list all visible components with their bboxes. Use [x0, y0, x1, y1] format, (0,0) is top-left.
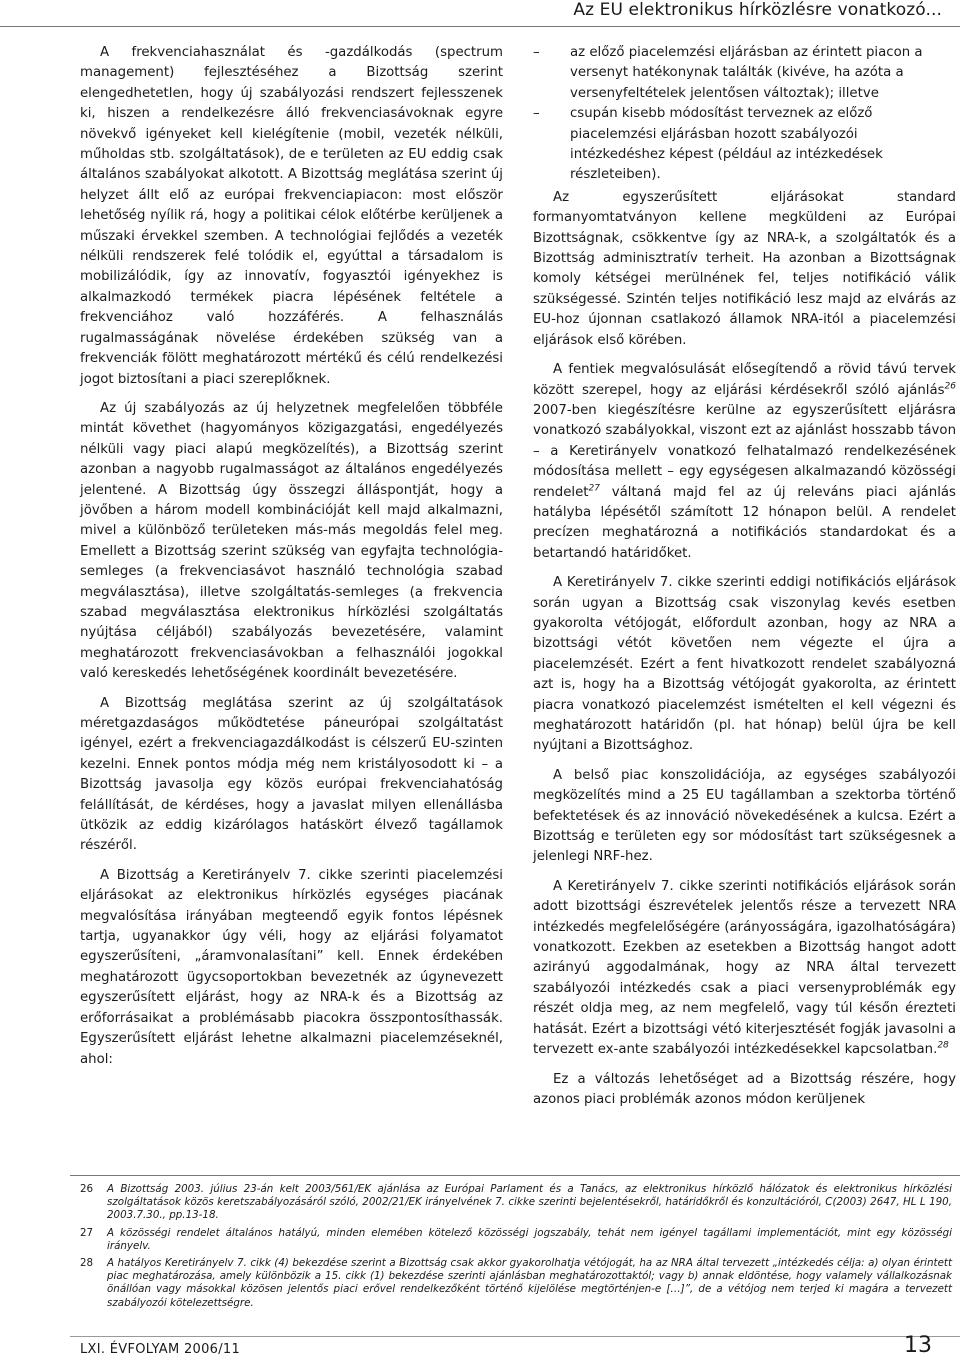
paragraph-text: A Keretirányelv 7. cikke szerinti notifikációs eljárások során adott bizottsági észrevételek jelentős része a tervezett NRA intézkedés megfelelőségére (arányosságára, igazolhatóságára) vonatkozott. Ezekben az esetekben a Bizottság hangot adott azirányú aggodalmának, hogy az NRA által tervezett szabályozói intézkedés csak a piaci versenyproblémák egy részét oldja meg, az nem megfelelő, vagy túl későn érezteti hatását. Ezért a bizottsági vétó kiterjesztését fogják javasolni a tervezett ex-ante szabályozói intézkedésekkel kapcsolatban.	[533, 878, 956, 1058]
footnote-text: A hatályos Keretirányelv 7. cikk (4) bekezdése szerint a Bizottság csak akkor gyakorolhatja vétójogát, ha az NRA által tervezett „intézkedés célja: a) olyan érintett piac meghatározása, amely különbözik a 15. cikk (1) bekezdése szerinti ajánlásban meghatározottaktól; vagy b) annak eldöntése, hogy valamely vállalkozásnak önállóan vagy másokkal közösen jelentős piaci erővel rendelkezőként történő kijelölése megtörténjen-e […]”, de a vétójog nem terjed ki magára a tervezett szabályozói kötelezettségre.	[107, 1257, 952, 1309]
footer-rule	[70, 1336, 960, 1337]
volume-label: LXI. ÉVFOLYAM 2006/11	[80, 1342, 241, 1357]
list-item-text: csupán kisebb módosítást terveznek az előző piacelemzési eljárásban hozott szabályozói intézkedéshez képest (például az intézkedések részleteiben).	[570, 106, 883, 183]
list-dash: –	[533, 45, 540, 60]
footnote-number: 28	[80, 1257, 94, 1270]
paragraph: A frekvenciahasználat és -gazdálkodás (spectrum management) fejlesztéséhez a Bizottság szerint elengedhetetlen, hogy új szabályozási rendszert fejlesszenek ki, hiszen a rendelkezésre álló frekvenciasávoknak egyre növekvő igényeket kell kielégítenie (mobil, vezeték nélküli, műholdas stb. szolgáltatások), de e területen az EU eddig csak általános szabályokat alkotott. A Bizottság meglátása szerint új helyzet állt elő az európai frekvenciapiacon: most először lehetőség nyílik rá, hogy a politikai célok előtérbe kerüljenek a műszaki érvekkel szemben. A technológiai fejlődés a vezeték nélküli rendszerek felé tolódik el, egyúttal a társadalom is mobilizálódik, így az innovatív, fogyasztói igényekhez is alkalmazkodó termékek piacra lépésének feltétele a frekvenciához való hozzáférés. A felhasználás rugalmasságának növelése érdekében szükség van a frekvenciák fölött meghatározott mértékű és célú rendelkezési jogot biztosítani a piaci szereplőknek.	[80, 45, 503, 387]
list-item	[533, 43, 956, 104]
paragraph: A Bizottság a Keretirányelv 7. cikke szerinti piacelemzési eljárásokat az elektronikus hírközlés egységes piacának megvalósítása irányában megteendő egyik fontos lépésnek tartja, ugyanakkor úgy véli, hogy az eljárási folyamatot egyszerűsíteni, „áramvonalasítani” kell. Ennek érdekében meghatározott ügycsoportokban bevezetnék az úgynevezett egyszerűsített eljárást, hogy az NRA-k és a Bizottság az erőforrásaikat a problémásabb piacokra összpontosíthassák. Egyszerűsített eljárást lehetne alkalmazni piacelemzéseknél, ahol:	[80, 867, 503, 1067]
right-column	[533, 43, 956, 1110]
footnote-ref: 28	[937, 1040, 949, 1051]
footnote-ref: 26	[944, 381, 956, 392]
footnote-text: A Bizottság 2003. július 23-án kelt 2003/561/EK ajánlása az Európai Parlament és a Tanács, az elektronikus hírközlő hálózatok és elektronikus hírközlési szolgáltatások közös keretszabályozásáról szóló, 2002/21/EK irányelvének 7. cikke szerinti bejelentésekről, határidőkről és konzultációról, C(2003) 2647, HL L 190, 2003.7.30., pp.13-18.	[107, 1183, 952, 1222]
footnote-text: A közösségi rendelet általános hatályú, minden elemében kötelező közösségi jogszabály, tehát nem igényel tagállami implementációt, mint egy közösségi irányelv.	[107, 1226, 952, 1252]
list-item-text: az előző piacelemzési eljárásban az érintett piacon a versenyt hatékonynak találták (kivéve, ha azóta a versenyfeltételek jelentősen változtak); illetve	[570, 45, 923, 101]
footnote-rule	[70, 1175, 960, 1176]
list-item	[533, 104, 956, 186]
footnote-number: 26	[80, 1183, 94, 1195]
paragraph: A belső piac konszolidációja, az egységes szabályozói megközelítés mind a 25 EU tagállamban a szektorba történő befektetések és az innováció növekedésének a kulcsa. Ezért a Bizottság e területen egy sor módosítást tart szükségesnek a jelenlegi NRF-hez.	[533, 767, 956, 865]
footnote	[80, 1227, 952, 1253]
footnote-number: 27	[80, 1226, 94, 1239]
paragraph: Az egyszerűsített eljárásokat standard formanyomtatványon kellene megküldeni az Európai Bizottságnak, csökkentve így az NRA-k, a szolgáltatók és a Bizottság adminisztratív terheit. Ha azonban a Bizottságnak komoly kétségei merülnének fel, teljes notifikáció válik szükségessé. Szintén teljes notifikáció lesz majd az elvárás az EU-hoz újonnan csatlakozó államok NRA-itól a piacelemzési eljárások első körében.	[533, 189, 956, 348]
footnote-ref: 27	[588, 483, 600, 494]
paragraph-text: 2007-ben kiegészítésre kerülne az egyszerűsített eljárásra vonatkozó szabályokkal, viszont ezt az ajánlást hosszabb távon – a Keretirányelv vonatkozó felhatalmazó rendelkezésének módosítása mellett – egy egységesen alkalmazandó közösségi rendelet	[533, 402, 956, 500]
paragraph	[533, 360, 956, 564]
paragraph: Ez a változás lehetőséget ad a Bizottság részére, hogy azonos piaci problémák azonos módon kerüljenek	[533, 1071, 956, 1107]
left-column	[80, 43, 503, 1070]
paragraph: A Bizottság meglátása szerint az új szolgáltatások méretgazdaságos működtetése páneurópai szolgáltatást igényel, ezért a frekvenciagazdálkodást is célszerű EU-szinten kezelni. Ennek pontos módja még nem kristályosodott ki – a Bizottság javasolja egy közös európai frekvenciahatóság felállítását, de kérdéses, hogy a javaslat milyen ellenállásba ütközik az eddig kizárólagos hatáskört élvező tagállamok részéről.	[80, 695, 503, 854]
paragraph: Az új szabályozás az új helyzetnek megfelelően többféle mintát követhet (hagyományos közigazgatási, engedélyezés nélküli vagy piaci alapú megközelítés), a Bizottság szerint azonban a nagyobb rugalmasságot az általános engedélyezés jelentené. A Bizottság úgy összegzi álláspontját, hogy a jövőben a három modell kombinációját kell majd alkalmazni, mivel a különböző területeken más-más megoldás felel meg. Emellett a Bizottság szerint szükség van egyfajta technológia-semleges (a frekvenciasávot használó technológia szabad megválasztása), illetve szolgáltatás-semleges (a frekvencia szabad megválasztása elektronikus hírközlési szolgáltatás nyújtása céljából) szabályozás bevezetésére, valamint meghatározott frekvenciasávokban a felhasználói jogokkal való kereskedés lehetőségének koordinált bevezetésére.	[80, 400, 503, 682]
footnote	[80, 1257, 952, 1310]
page-header	[0, 0, 960, 30]
paragraph-text: A fentiek megvalósulását elősegítendő a rövid távú tervek között szerepel, hogy az eljárási kérdésekről szóló ajánlás	[533, 362, 956, 398]
footnotes	[80, 1183, 952, 1314]
paragraph	[533, 877, 956, 1061]
paragraph: A Keretirányelv 7. cikke szerinti eddigi notifikációs eljárások során ugyan a Bizottság csak viszonylag kevés esetben gyakorolta vétójogát, előfordult azonban, hogy az NRA a bizottsági vétót követően nem végezte el újra a piacelemzését. Ezért a fent hivatkozott rendelet szabályozná azt is, hogy ha a Bizottság vétójogát gyakorolta, az érintett piacra vonatkozó piacelemzést ismételten el kell végezni és meghatározott határidőn (pl. hat hónap) belül újra be kell nyújtani a Bizottsághoz.	[533, 575, 956, 754]
header-rule	[0, 26, 960, 27]
paragraph-text: váltaná majd fel az új releváns piaci ajánlás hatályba lépésétől számított 12 hónapon belül. A rendelet precízen meghatározná a notifikációs standardokat és a betartandó határidőket.	[533, 484, 956, 561]
running-title: Az EU elektronikus hírközlésre vonatkozó...	[573, 0, 942, 20]
list-dash: –	[533, 106, 540, 122]
footnote	[80, 1183, 952, 1223]
page-number: 13	[904, 1333, 932, 1358]
